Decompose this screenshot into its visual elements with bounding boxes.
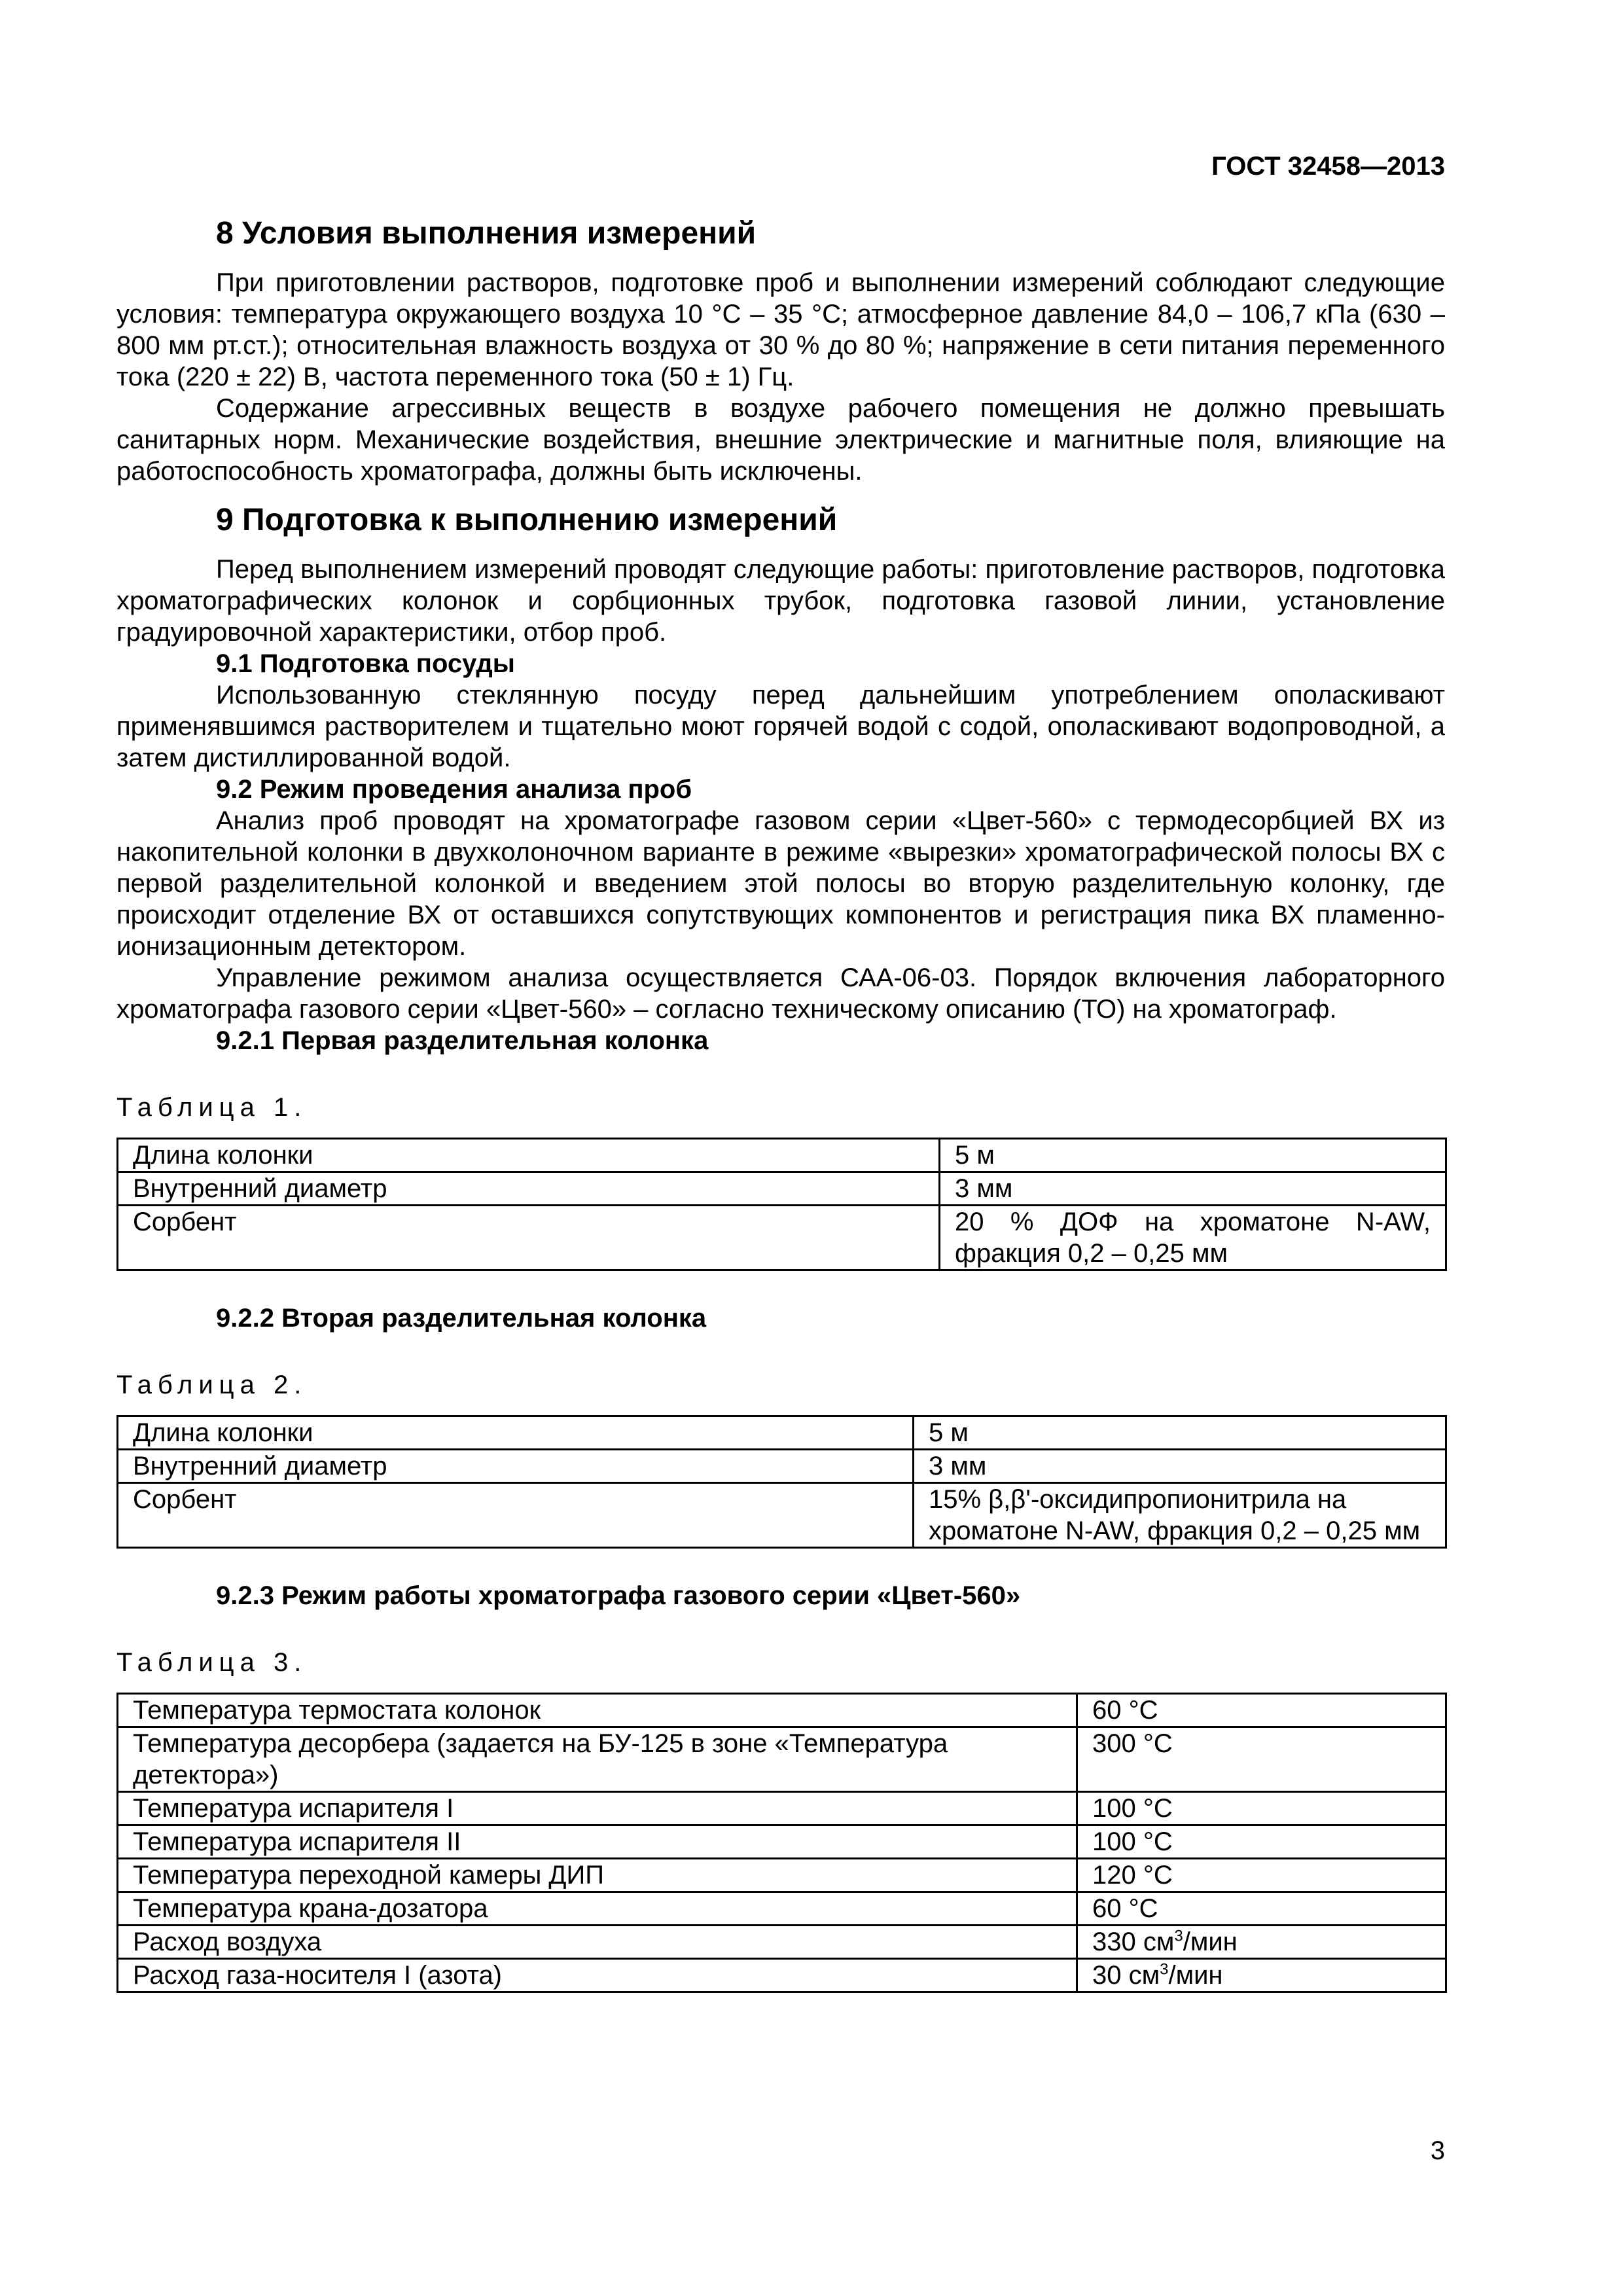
section-8-paragraph-2: Содержание агрессивных веществ в воздухе рабочего помещения не должно превышать санитарных норм. Механические воздействия, внешние электрические и магнитные поля, влияющие на работоспособность хроматографа, должны быть исключены.: [116, 394, 1445, 486]
table-cell-label: Внутренний диаметр: [118, 1172, 940, 1206]
value-tail: /мин: [1168, 1961, 1223, 1990]
table-3-caption: Таблица 3.: [116, 1648, 308, 1677]
table-cell-value: 3 мм: [914, 1450, 1446, 1483]
value-superscript: 3: [1174, 1927, 1183, 1945]
table-cell-label: Температура термостата колонок: [118, 1694, 1077, 1727]
table-cell-value: 20 % ДОФ на хроматоне N-AW, фракция 0,2 – 0,25 мм: [940, 1206, 1446, 1270]
table-row: [118, 1694, 1446, 1727]
table-cell-value: 300 °С: [1077, 1727, 1446, 1792]
table-cell-value: 60 °С: [1077, 1694, 1446, 1727]
table-cell-value: 5 м: [940, 1139, 1446, 1172]
section-9-2-3-title: 9.2.3 Режим работы хроматографа газового серии «Цвет-560»: [216, 1581, 1021, 1610]
table-row: [118, 1727, 1446, 1792]
table-cell-value: 60 °С: [1077, 1892, 1446, 1926]
table-row: [118, 1892, 1446, 1926]
table-cell-label: Сорбент: [118, 1483, 914, 1548]
table-cell-value: 100 °С: [1077, 1825, 1446, 1859]
table-cell-label: Длина колонки: [118, 1416, 914, 1450]
section-9-2-1-title: 9.2.1 Первая разделительная колонка: [216, 1026, 709, 1055]
table-row: [118, 1416, 1446, 1450]
value-main: 330 см: [1092, 1928, 1175, 1956]
table-cell-value: [1077, 1926, 1446, 1959]
table-row: [118, 1139, 1446, 1172]
value-tail: /мин: [1183, 1928, 1238, 1956]
table-cell-label: Температура крана-дозатора: [118, 1892, 1077, 1926]
document-code: ГОСТ 32458—2013: [1211, 152, 1445, 181]
table-2: [116, 1415, 1447, 1549]
page-number: 3: [1430, 2136, 1445, 2165]
table-cell-value: 120 °С: [1077, 1859, 1446, 1892]
table-row: [118, 1926, 1446, 1959]
table-row: [118, 1450, 1446, 1483]
table-row: [118, 1483, 1446, 1548]
table-cell-value: [1077, 1959, 1446, 1992]
section-9-2-paragraph-2: Управление режимом анализа осуществляется САА-06-03. Порядок включения лабораторного хроматографа газового серии «Цвет-560» – согласно техническому описанию (ТО) на хроматограф.: [116, 963, 1445, 1024]
section-9-paragraph-1: Перед выполнением измерений проводят следующие работы: приготовление растворов, подготовка хроматографических колонок и сорбционных трубок, подготовка газовой линии, установление градуировочной характеристики, отбор проб.: [116, 555, 1445, 647]
table-row: [118, 1959, 1446, 1992]
table-cell-value: 5 м: [914, 1416, 1446, 1450]
section-9-1-title: 9.1 Подготовка посуды: [216, 649, 515, 678]
table-cell-value: 15% β,β'-оксидипропионитрила на хроматоне N-AW, фракция 0,2 – 0,25 мм: [914, 1483, 1446, 1548]
table-cell-label: Температура десорбера (задается на БУ-125 в зоне «Температура детектора»): [118, 1727, 1077, 1792]
table-cell-label: Расход газа-носителя I (азота): [118, 1959, 1077, 1992]
table-row: [118, 1172, 1446, 1206]
section-8-paragraph-1: При приготовлении растворов, подготовке проб и выполнении измерений соблюдают следующие условия: температура окружающего воздуха 10 °С – 35 °С; атмосферное давление 84,0 – 106,7 кПа (630 – 800 мм рт.ст.); относительная влажность воздуха от 30 % до 80 %; напряжение в сети питания переменного тока (220 ± 22) В, частота переменного тока (50 ± 1) Гц.: [116, 268, 1445, 391]
section-8-title: 8 Условия выполнения измерений: [216, 216, 757, 251]
table-cell-label: Внутренний диаметр: [118, 1450, 914, 1483]
table-cell-label: Расход воздуха: [118, 1926, 1077, 1959]
section-9-2-title: 9.2 Режим проведения анализа проб: [216, 775, 692, 804]
table-2-caption: Таблица 2.: [116, 1371, 308, 1399]
table-1-caption: Таблица 1.: [116, 1093, 308, 1122]
table-cell-label: Сорбент: [118, 1206, 940, 1270]
section-9-1-paragraph: Использованную стеклянную посуду перед дальнейшим употреблением ополаскивают применявшимся растворителем и тщательно моют горячей водой с содой, ополаскивают водопроводной, а затем дистиллированной водой.: [116, 681, 1445, 772]
table-1: [116, 1138, 1447, 1271]
table-cell-label: Температура переходной камеры ДИП: [118, 1859, 1077, 1892]
table-3: [116, 1693, 1447, 1993]
page-content: [116, 149, 1445, 1993]
table-cell-label: Длина колонки: [118, 1139, 940, 1172]
section-9-title: 9 Подготовка к выполнению измерений: [216, 503, 838, 537]
table-cell-label: Температура испарителя II: [118, 1825, 1077, 1859]
table-row: [118, 1792, 1446, 1825]
table-row: [118, 1859, 1446, 1892]
section-9-2-2-title: 9.2.2 Вторая разделительная колонка: [216, 1304, 707, 1333]
value-main: 30 см: [1092, 1961, 1160, 1990]
table-cell-label: Температура испарителя I: [118, 1792, 1077, 1825]
table-cell-value: 100 °С: [1077, 1792, 1446, 1825]
table-row: [118, 1206, 1446, 1270]
table-row: [118, 1825, 1446, 1859]
table-cell-value: 3 мм: [940, 1172, 1446, 1206]
value-superscript: 3: [1160, 1960, 1169, 1979]
section-9-2-paragraph-1: Анализ проб проводят на хроматографе газовом серии «Цвет-560» с термодесорбцией ВХ из накопительной колонки в двухколоночном варианте в режиме «вырезки» хроматографической полосы ВХ с первой разделительной колонкой и введением этой полосы во вторую разделительную колонку, где происходит отделение ВХ от оставшихся сопутствующих компонентов и регистрация пика ВХ пламенно-ионизационным детектором.: [116, 806, 1445, 961]
